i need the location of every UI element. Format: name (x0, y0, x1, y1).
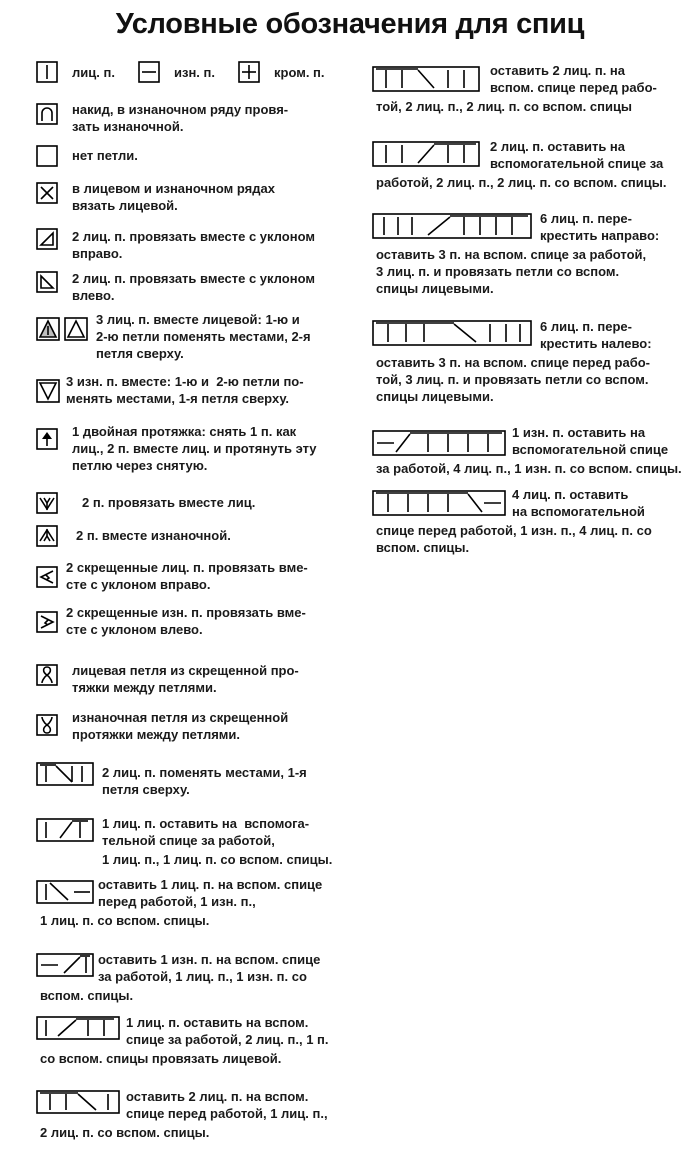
double-decrease-icon (36, 428, 58, 450)
cross-two-knit-text: 2 лиц. п. поменять местами, 1-я петля сверху. (102, 765, 307, 797)
cable-1-1-back-icon (36, 818, 94, 842)
purl-stitch-icon (138, 61, 160, 83)
cable-4-1-purl-front-text-a: 4 лиц. п. оставить на вспомогательной (512, 487, 645, 519)
cable-4-1-purl-back-icon (372, 430, 506, 456)
cable-4-1-purl-back-text-a: 1 изн. п. оставить на вспомогательной спице (512, 425, 669, 457)
k3tog-text: 3 лиц. п. вместе лицевой: 1-ю и 2-ю петли поменять местами, 2-я петля сверху. (96, 312, 311, 361)
cable-purl-front-icon (36, 880, 94, 904)
make-one-purl-icon (36, 714, 58, 736)
knit-stitch-icon (36, 61, 58, 83)
cable-1-2-back-text-b: со вспом. спицы провязать лицевой. (40, 1051, 282, 1066)
knit-both-rows-text: в лицевом и изнаночном рядах вязать лицевой. (72, 181, 275, 213)
cable-1-2-back-icon (36, 1016, 120, 1040)
cable-4-1-purl-front-icon (372, 490, 506, 516)
k2tog-icon (36, 492, 58, 514)
make-one-purl-text: изнаночная петля из скрещенной протяжки между петлями. (72, 710, 289, 742)
make-one-knit-text: лицевая петля из скрещенной про- тяжки между петлями. (72, 663, 299, 695)
cable-3-3-front-icon (372, 320, 532, 346)
p2tog-text: 2 п. вместе изнаночной. (76, 528, 231, 543)
knit-label: лиц. п. (72, 65, 115, 80)
cable-2-2-back-icon (372, 141, 480, 167)
cable-purl-front-text-a: оставить 1 лиц. п. на вспом. спице перед работой, 1 изн. п., (98, 877, 323, 909)
yarn-over-text: накид, в изнаночном ряду провя- зать изнаночной. (72, 102, 289, 134)
k3tog-alt-icon (64, 317, 88, 341)
k2tog-text: 2 п. провязать вместе лиц. (82, 495, 256, 510)
cable-4-1-purl-front-text-b: спице перед работой, 1 изн. п., 4 лиц. п. со вспом. спицы. (376, 523, 652, 555)
cable-purl-back-icon (36, 953, 94, 977)
no-stitch-text: нет петли. (72, 148, 138, 163)
cable-4-1-purl-back-text-b: за работой, 4 лиц. п., 1 изн. п. со вспом. спицы. (376, 461, 682, 476)
k2tog-left-text: 2 лиц. п. провязать вместе с уклоном влево. (72, 271, 315, 303)
no-stitch-icon (36, 145, 58, 167)
cable-2-2-back-text-a: 2 лиц. п. оставить на вспомогательной спице за (490, 139, 664, 171)
p3tog-text: 3 изн. п. вместе: 1-ю и 2-ю петли по- менять местами, 1-я петля сверху. (66, 374, 304, 406)
knit-both-rows-icon (36, 182, 58, 204)
cable-2-1-front-text-b: 2 лиц. п. со вспом. спицы. (40, 1125, 210, 1140)
double-decrease-text: 1 двойная протяжка: снять 1 п. как лиц., 2 п. вместе лиц. и протянуть эту петлю через снятую. (72, 424, 317, 473)
purl-label: изн. п. (174, 65, 215, 80)
cable-3-3-front-text-b: оставить 3 п. на вспом. спице перед рабо- той, 3 лиц. п. и провязать петли со вспом. спицы лицевыми. (376, 355, 651, 404)
cable-2-1-front-text-a: оставить 2 лиц. п. на вспом. спице перед работой, 1 лиц. п., (126, 1089, 328, 1121)
k2tog-tbl-right-text: 2 скрещенные лиц. п. провязать вме- сте с уклоном вправо. (66, 560, 308, 592)
page-title: Условные обозначения для спиц (115, 8, 585, 40)
yarn-over-icon (36, 103, 58, 125)
cable-2-1-front-icon (36, 1090, 120, 1114)
cable-2-2-back-text-b: работой, 2 лиц. п., 2 лиц. п. со вспом. спицы. (376, 175, 667, 190)
p2tog-icon (36, 525, 58, 547)
cable-3-3-back-text-b: оставить 3 п. на вспом. спице за работой, 3 лиц. п. и провязать петли со вспом. спицы лицевыми. (376, 247, 647, 296)
cable-3-3-back-text-a: 6 лиц. п. пере- крестить направо: (540, 211, 660, 243)
cross-two-knit-icon (36, 762, 94, 786)
cable-2-2-front-text-a: оставить 2 лиц. п. на вспом. спице перед рабо- (490, 63, 657, 95)
cable-3-3-back-icon (372, 213, 532, 239)
p2tog-tbl-left-icon (36, 611, 58, 633)
edge-stitch-icon (238, 61, 260, 83)
cable-2-2-front-text-b: той, 2 лиц. п., 2 лиц. п. со вспом. спицы (376, 99, 633, 114)
k2tog-right-text: 2 лиц. п. провязать вместе с уклоном вправо. (72, 229, 315, 261)
cable-1-2-back-text-a: 1 лиц. п. оставить на вспом. спице за работой, 2 лиц. п., 1 п. (126, 1015, 329, 1047)
k2tog-right-icon (36, 228, 58, 250)
cable-1-1-back-text-a: 1 лиц. п. оставить на вспомога- тельной спице за работой, (102, 816, 310, 848)
cable-3-3-front-text-a: 6 лиц. п. пере- крестить налево: (540, 319, 652, 351)
p3tog-icon (36, 379, 60, 403)
cable-2-2-front-icon (372, 66, 480, 92)
k2tog-tbl-right-icon (36, 566, 58, 588)
cable-1-1-back-text-b: 1 лиц. п., 1 лиц. п. со вспом. спицы. (102, 852, 333, 867)
cable-purl-back-text-a: оставить 1 изн. п. на вспом. спице за работой, 1 лиц. п., 1 изн. п. со (98, 952, 321, 984)
edge-label: кром. п. (274, 65, 325, 80)
k2tog-left-icon (36, 271, 58, 293)
cable-purl-front-text-b: 1 лиц. п. со вспом. спицы. (40, 913, 210, 928)
p2tog-tbl-left-text: 2 скрещенные изн. п. провязать вме- сте с уклоном влево. (66, 605, 306, 637)
cable-purl-back-text-b: вспом. спицы. (40, 988, 134, 1003)
make-one-knit-icon (36, 664, 58, 686)
k3tog-icon (36, 317, 60, 341)
